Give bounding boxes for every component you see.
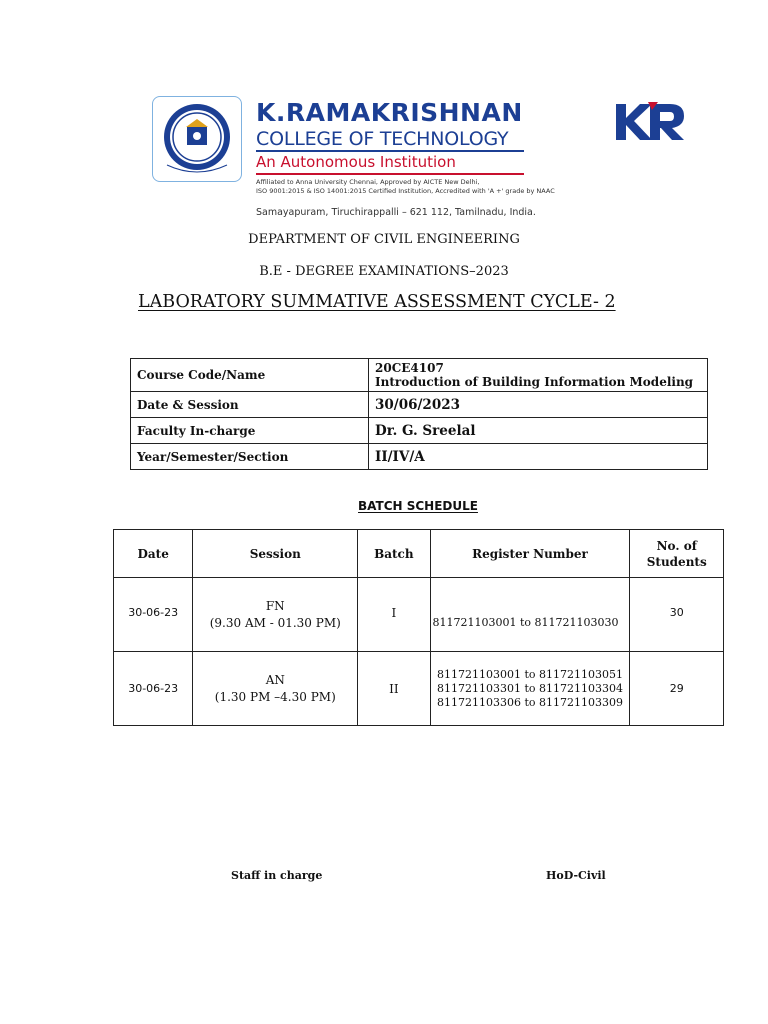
exam-heading: B.E - DEGREE EXAMINATIONS–2023 [259, 264, 509, 279]
register-range: 811721103001 to 811721103030 [432, 616, 619, 629]
table-row [114, 652, 724, 726]
divider [256, 150, 524, 152]
college-seal-logo [152, 96, 242, 182]
column-header: Session [193, 530, 358, 578]
students-cell: 30 [630, 578, 724, 652]
page-title: LABORATORY SUMMATIVE ASSESSMENT CYCLE- 2 [138, 292, 616, 312]
register-number-cell [430, 578, 630, 652]
register-range: 811721103001 to 811721103051 [436, 667, 623, 681]
column-header: Date [114, 530, 193, 578]
college-subtitle: COLLEGE OF TECHNOLOGY [256, 128, 509, 150]
batch-cell: I [358, 578, 430, 652]
info-label: Course Code/Name [131, 359, 369, 392]
info-value [369, 359, 708, 392]
batch-cell: II [358, 652, 430, 726]
course-info-table [130, 358, 708, 470]
session-name: AN [265, 672, 285, 687]
info-value: II/IV/A [369, 444, 708, 470]
session-cell [193, 578, 358, 652]
batch-schedule-table [113, 529, 724, 726]
info-label: Faculty In-charge [131, 418, 369, 444]
table-row [131, 418, 708, 444]
affiliation-line: ISO 9001:2015 & ISO 14001:2015 Certified Institution, Accredited with 'A +' grade by NAAC [256, 187, 555, 195]
date-cell: 30-06-23 [114, 578, 193, 652]
table-row [114, 578, 724, 652]
register-number-cell [430, 652, 630, 726]
table-row [131, 392, 708, 418]
session-name: FN [265, 599, 285, 613]
table-row [131, 444, 708, 470]
register-range: 811721103301 to 811721103304 [436, 681, 623, 695]
course-name: Introduction of Building Information Modeling [375, 375, 694, 389]
column-header-text: No. of Students [646, 538, 707, 569]
info-label: Date & Session [131, 392, 369, 418]
seal-emblem-icon [153, 97, 241, 181]
kr-logo-icon [614, 98, 686, 144]
students-cell: 29 [630, 652, 724, 726]
info-label: Year/Semester/Section [131, 444, 369, 470]
batch-schedule-heading: BATCH SCHEDULE [358, 499, 478, 513]
divider [256, 173, 524, 175]
course-code: 20CE4107 [375, 361, 444, 375]
college-address: Samayapuram, Tiruchirappalli – 621 112, Tamilnadu, India. [256, 207, 536, 218]
session-time: (9.30 AM - 01.30 PM) [209, 616, 341, 630]
staff-signature-label: Staff in charge [231, 869, 323, 882]
info-value: 30/06/2023 [369, 392, 708, 418]
college-name: K.RAMAKRISHNAN [256, 98, 523, 127]
table-header-row [114, 530, 724, 578]
column-header: Batch [358, 530, 430, 578]
hod-signature-label: HoD-Civil [546, 869, 606, 882]
college-banner [148, 94, 688, 222]
session-time: (1.30 PM –4.30 PM) [214, 689, 336, 704]
column-header [630, 530, 724, 578]
column-header: Register Number [430, 530, 630, 578]
table-row [131, 359, 708, 392]
autonomous-tagline: An Autonomous Institution [256, 153, 456, 171]
date-cell: 30-06-23 [114, 652, 193, 726]
register-range: 811721103306 to 811721103309 [436, 695, 623, 709]
department-heading: DEPARTMENT OF CIVIL ENGINEERING [248, 232, 520, 247]
session-cell [193, 652, 358, 726]
affiliation-line: Affiliated to Anna University Chennai, Approved by AICTE New Delhi, [256, 178, 480, 186]
info-value: Dr. G. Sreelal [369, 418, 708, 444]
